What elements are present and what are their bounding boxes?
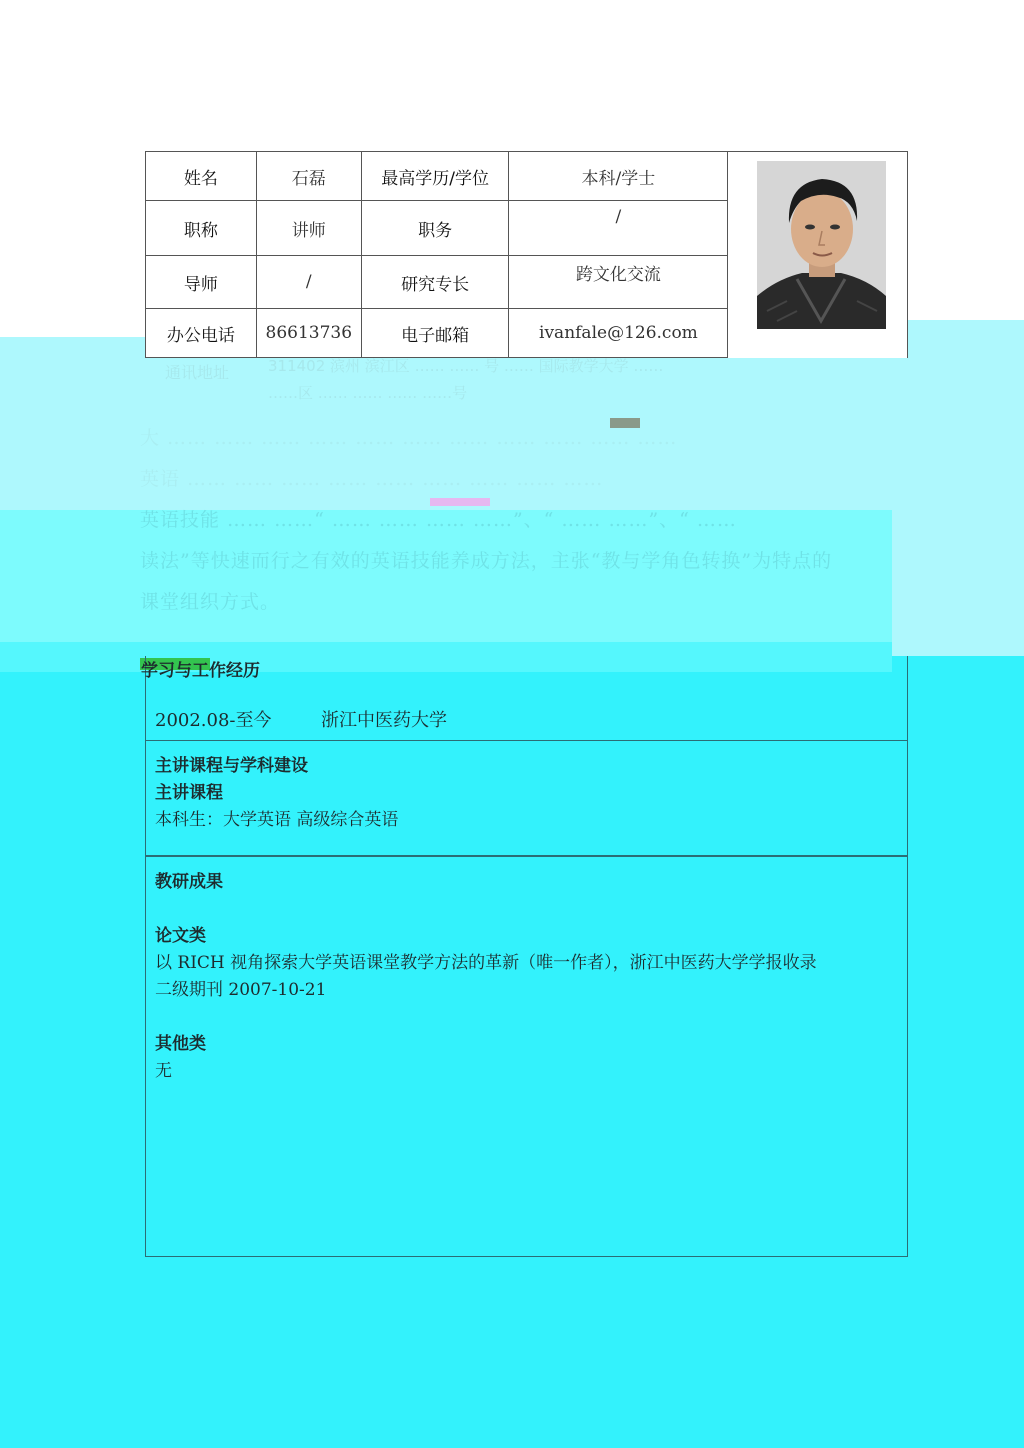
email-label: 电子邮箱 bbox=[361, 309, 509, 358]
work-title: 学习与工作经历 bbox=[141, 661, 260, 681]
title-label: 职称 bbox=[146, 201, 257, 256]
intro-paragraph bbox=[140, 418, 885, 623]
intro-line: 读法”等快速而行之有效的英语技能养成方法，主张“教与学角色转换”为特点的 bbox=[140, 550, 833, 572]
paper-line2: 二级期刊 2007-10-21 bbox=[155, 980, 327, 1000]
address-line2: ……区 …… …… …… ……号 bbox=[268, 384, 468, 402]
phone-label: 办公电话 bbox=[146, 309, 257, 358]
address-line1: 311402 滨州 滨江区 …… …… 号 …… 国际教学大学 …… bbox=[268, 357, 664, 375]
degree-label: 最高学历/学位 bbox=[361, 152, 509, 201]
portrait-photo bbox=[757, 161, 886, 329]
courses-content: 本科生：大学英语 高级综合英语 bbox=[155, 810, 399, 830]
name-label: 姓名 bbox=[146, 152, 257, 201]
name-value: 石磊 bbox=[256, 152, 361, 201]
phone-value: 86613736 bbox=[256, 309, 361, 358]
paper-line1: 以 RICH 视角探索大学英语课堂教学方法的革新（唯一作者），浙江中医药大学学报收录 bbox=[155, 953, 817, 973]
courses-subtitle: 主讲课程 bbox=[155, 783, 223, 803]
supervisor-label: 导师 bbox=[146, 256, 257, 309]
title-value: 讲师 bbox=[256, 201, 361, 256]
supervisor-value: / bbox=[256, 256, 361, 309]
intro-line: 课堂组织方式。 bbox=[140, 591, 281, 613]
intro-line: 大 …… …… …… …… …… …… …… …… …… …… …… bbox=[140, 427, 678, 449]
glitch-band-side bbox=[892, 320, 1024, 656]
email-value: ivanfale@126.com bbox=[509, 309, 728, 358]
work-org: 浙江中医药大学 bbox=[321, 710, 447, 731]
position-label: 职务 bbox=[361, 201, 509, 256]
research-label: 研究专长 bbox=[361, 256, 509, 309]
work-period: 2002.08-至今 bbox=[155, 710, 272, 731]
work-section bbox=[141, 656, 908, 741]
papers-label: 论文类 bbox=[155, 926, 206, 946]
research-results-title: 教研成果 bbox=[155, 872, 223, 892]
degree-value: 本科/学士 bbox=[509, 152, 728, 201]
other-label: 其他类 bbox=[155, 1034, 206, 1054]
research-results-section bbox=[145, 855, 908, 1257]
courses-section bbox=[145, 740, 908, 857]
research-value: 跨文化交流 bbox=[509, 256, 728, 309]
address-label: 通讯地址 bbox=[165, 363, 230, 382]
intro-line: 英语技能 …… ……“ …… …… …… ……”、“ …… ……”、“ …… bbox=[140, 509, 737, 531]
position-value: / bbox=[509, 201, 728, 256]
other-value: 无 bbox=[155, 1061, 172, 1081]
intro-line: 英语 …… …… …… …… …… …… …… …… …… bbox=[140, 468, 604, 490]
courses-title: 主讲课程与学科建设 bbox=[155, 756, 308, 776]
